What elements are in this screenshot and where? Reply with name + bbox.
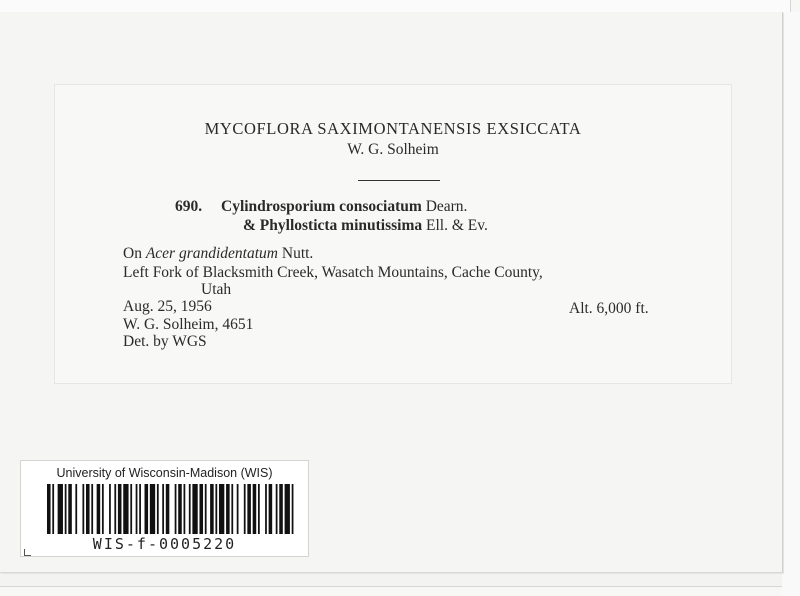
label-divider: [358, 180, 440, 181]
barcode-bar: [205, 484, 207, 534]
barcode-bars: [47, 484, 297, 534]
barcode-bar: [199, 484, 203, 534]
barcode-bar: [237, 484, 239, 534]
collector-number: W. G. Solheim, 4651: [123, 316, 254, 333]
barcode-bar: [52, 484, 54, 534]
barcode-bar: [184, 484, 186, 534]
barcode-bar: [210, 484, 214, 534]
host-author: Nutt.: [278, 245, 314, 262]
barcode-bar: [47, 484, 51, 534]
barcode-bar: [136, 484, 138, 534]
barcode-bar: [145, 484, 149, 534]
institution-name: University of Wisconsin-Madison (WIS): [56, 466, 273, 480]
barcode-bar: [86, 484, 90, 534]
state-line: Utah: [201, 281, 232, 298]
barcode-bar: [82, 484, 84, 534]
barcode-bar: [231, 484, 233, 534]
barcode-bar: [215, 484, 217, 534]
barcode-bar: [58, 484, 63, 534]
barcode-bar: [189, 484, 191, 534]
taxon-2-name: Phyllosticta minutissima: [259, 217, 423, 234]
barcode-bar: [114, 484, 116, 534]
taxon-2-prefix: &: [243, 217, 260, 234]
barcode-bar: [253, 484, 257, 534]
barcode-number: WIS-f-0005220: [92, 535, 237, 553]
barcode-bar: [139, 484, 141, 534]
barcode-bar: [247, 484, 251, 534]
exsiccata-number: 690.: [175, 198, 203, 215]
barcode-bar: [162, 484, 164, 534]
label-title: MYCOFLORA SAXIMONTANENSIS EXSICCATA: [204, 119, 582, 138]
barcode-bar: [219, 484, 224, 534]
altitude: Alt. 6,000 ft.: [569, 300, 649, 317]
barcode-bar: [175, 484, 177, 534]
barcode-bar: [244, 484, 246, 534]
barcode-bar: [269, 484, 273, 534]
barcode-bar: [102, 484, 104, 534]
barcode-bar: [265, 484, 267, 534]
locality-line: Left Fork of Blacksmith Creek, Wasatch Mountains, Cache County,: [123, 264, 543, 281]
barcode-bar: [91, 484, 93, 534]
barcode-bar: [192, 484, 197, 534]
barcode-bar: [226, 484, 230, 534]
taxon-line-2: [243, 217, 488, 235]
barcode-bar: [258, 484, 260, 534]
barcode-bar: [285, 484, 290, 534]
determiner-line: Det. by WGS: [123, 333, 207, 350]
host-line: [123, 245, 313, 263]
taxon-2-author: Ell. & Ev.: [422, 217, 488, 234]
barcode-bar: [109, 484, 111, 534]
barcode-bar: [178, 484, 182, 534]
barcode-bar: [276, 484, 278, 534]
barcode-bar: [75, 484, 77, 534]
barcode-bar: [157, 484, 159, 534]
barcode-bar: [123, 484, 128, 534]
barcode-bar: [166, 484, 170, 534]
barcode-bar: [150, 484, 155, 534]
label-collector-heading: W. G. Solheim: [347, 141, 439, 158]
host-prefix: On: [123, 245, 146, 262]
barcode-bar: [292, 484, 294, 534]
taxon-1-name: Cylindrosporium consociatum: [221, 198, 422, 215]
barcode-label: [20, 460, 309, 557]
barcode-bar: [279, 484, 283, 534]
taxon-1-author: Dearn.: [421, 198, 468, 215]
barcode-bar: [65, 484, 67, 534]
corner-mark: [24, 549, 31, 556]
collection-date: Aug. 25, 1956: [123, 298, 212, 315]
barcode-bar: [97, 484, 101, 534]
barcode-bar: [118, 484, 122, 534]
exsiccata-label: [54, 84, 732, 384]
barcode-bar: [68, 484, 72, 534]
taxon-line-1: [221, 198, 467, 216]
right-paper-edge: [782, 12, 800, 596]
barcode-bar: [130, 484, 132, 534]
host-name: Acer grandidentatum: [145, 245, 278, 262]
